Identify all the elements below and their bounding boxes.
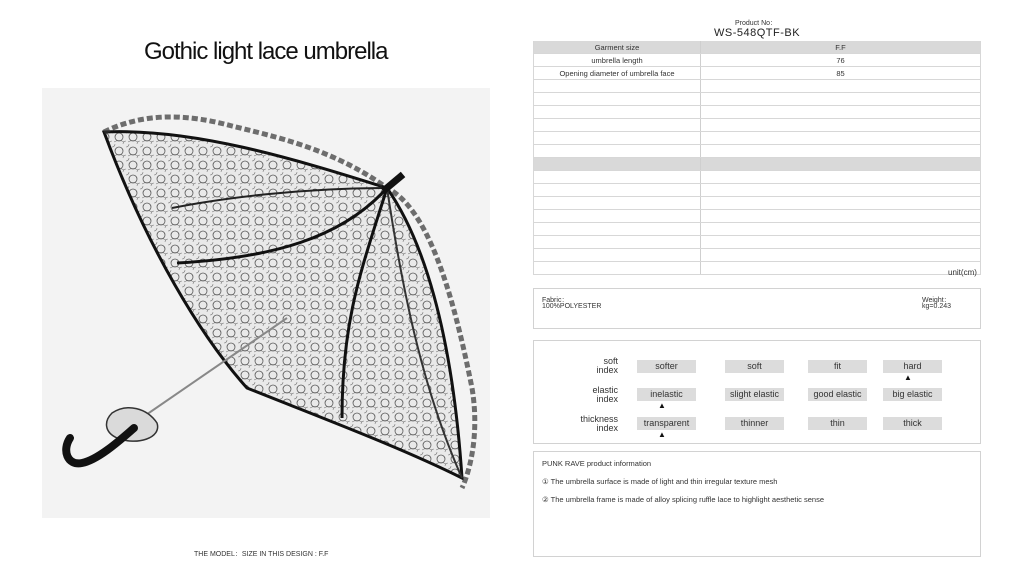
elastic-index-label <box>560 386 618 404</box>
index-box <box>533 340 981 444</box>
weight-value: kg=0.243 <box>922 303 951 310</box>
size-row-value: 85 <box>701 67 981 80</box>
model-caption: THE MODEL：SIZE IN THIS DESIGN : F.F <box>194 551 329 558</box>
product-no: WS-548QTF-BK <box>714 27 801 39</box>
table-row <box>534 197 981 210</box>
size-row-label: umbrella length <box>534 54 701 67</box>
weight-label: Weight： <box>922 297 951 304</box>
table-row <box>534 54 981 67</box>
thickness-index-line1: thickness <box>580 414 618 424</box>
table-row <box>534 236 981 249</box>
table-row <box>534 119 981 132</box>
thickness-option-thinner: thinner <box>725 417 784 430</box>
table-row <box>534 145 981 158</box>
soft-option-soft: soft <box>725 360 784 373</box>
elastic-option-big: big elastic <box>883 388 942 401</box>
thickness-index-line2: index <box>596 423 618 433</box>
product-photo <box>42 88 490 518</box>
product-title: Gothic light lace umbrella <box>144 38 388 65</box>
size-header-label: Garment size <box>534 41 701 54</box>
table-row <box>534 249 981 262</box>
soft-option-fit: fit <box>808 360 867 373</box>
table-row <box>534 158 981 171</box>
product-no-label: Product No： <box>735 20 778 27</box>
info-item: ② The umbrella frame is made of alloy splicing ruffle lace to highlight aesthetic sense <box>542 495 825 504</box>
table-row <box>534 93 981 106</box>
fabric-value: 100%POLYESTER <box>542 303 602 310</box>
elastic-selected-marker-icon: ▲ <box>658 401 666 410</box>
size-header-value: F.F <box>701 41 981 54</box>
size-row-label: Opening diameter of umbrella face <box>534 67 701 80</box>
table-row <box>534 171 981 184</box>
thickness-option-thick: thick <box>883 417 942 430</box>
table-row <box>534 262 981 275</box>
soft-option-hard: hard <box>883 360 942 373</box>
table-row <box>534 67 981 80</box>
table-row <box>534 223 981 236</box>
elastic-option-slight: slight elastic <box>725 388 784 401</box>
product-info-box <box>533 451 981 557</box>
soft-index-line1: soft <box>603 356 618 366</box>
thickness-index-label <box>560 415 618 433</box>
size-table-header <box>534 41 981 54</box>
thickness-selected-marker-icon: ▲ <box>658 430 666 439</box>
elastic-index-line2: index <box>596 394 618 404</box>
table-row <box>534 210 981 223</box>
info-title: PUNK RAVE product information <box>542 459 652 468</box>
soft-index-line2: index <box>596 365 618 375</box>
info-item: ① The umbrella surface is made of light and thin irregular texture mesh <box>542 477 778 486</box>
thickness-option-thin: thin <box>808 417 867 430</box>
thickness-option-transparent: transparent <box>637 417 696 430</box>
table-row <box>534 132 981 145</box>
fabric-label: Fabric： <box>542 297 569 304</box>
soft-selected-marker-icon: ▲ <box>904 373 912 382</box>
table-row <box>534 80 981 93</box>
unit-label: unit(cm) <box>948 268 977 277</box>
size-table <box>533 41 981 275</box>
table-row <box>534 106 981 119</box>
elastic-option-inelastic: inelastic <box>637 388 696 401</box>
fabric-box <box>533 288 981 329</box>
elastic-option-good: good elastic <box>808 388 867 401</box>
umbrella-illustration <box>42 88 490 518</box>
size-row-value: 76 <box>701 54 981 67</box>
soft-option-softer: softer <box>637 360 696 373</box>
soft-index-label <box>560 357 618 375</box>
elastic-index-line1: elastic <box>592 385 618 395</box>
table-row <box>534 184 981 197</box>
